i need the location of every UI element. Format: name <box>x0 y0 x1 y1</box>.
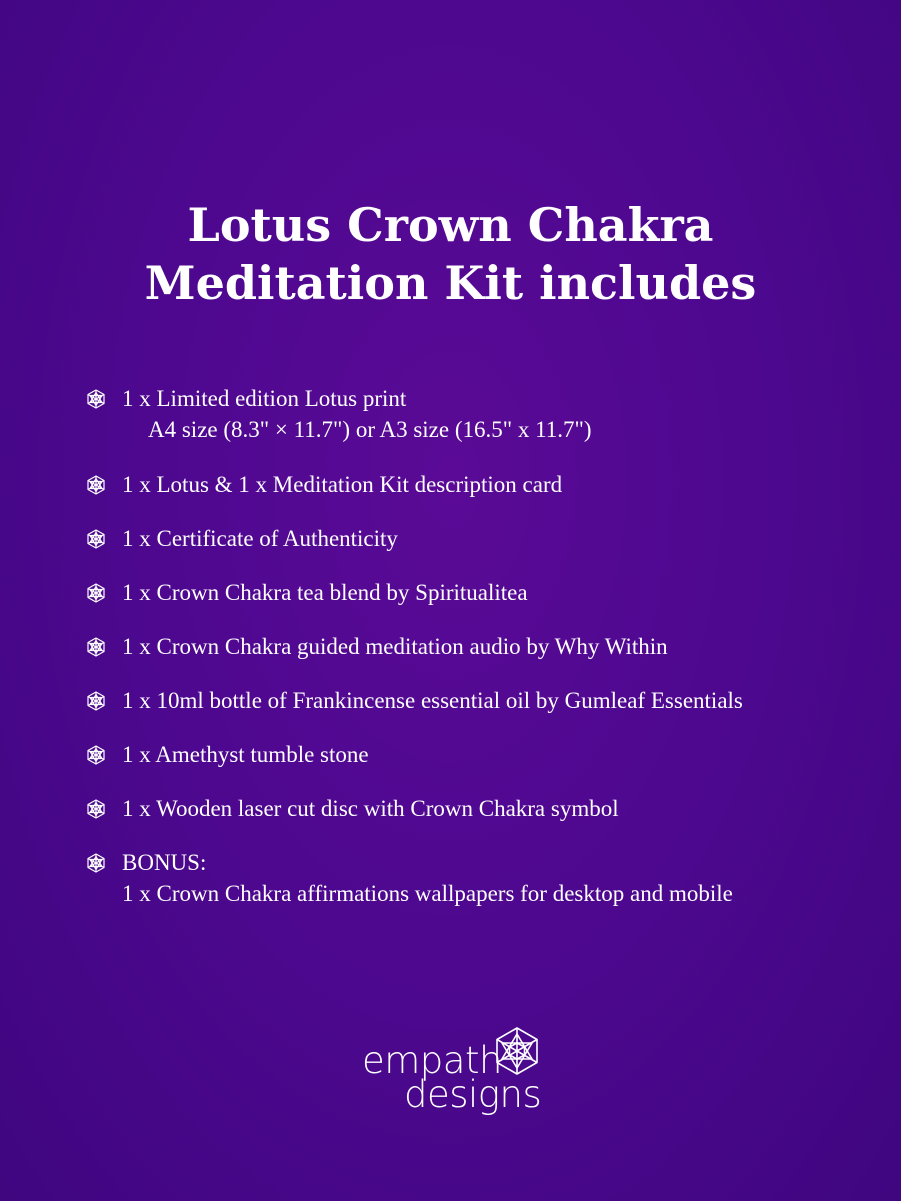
title-line-2: Meditation Kit includes <box>144 256 757 310</box>
metatron-bullet-icon <box>86 389 106 409</box>
list-item-text: 1 x Limited edition Lotus print <box>122 386 407 411</box>
list-item-text: 1 x Crown Chakra guided meditation audio by Why Within <box>122 634 668 659</box>
metatron-bullet-icon <box>86 799 106 819</box>
metatron-bullet-icon <box>86 529 106 549</box>
logo-word-empath: empath <box>362 1039 502 1082</box>
list-item-text: 1 x Crown Chakra tea blend by Spiritualitea <box>122 580 528 605</box>
title-line-1: Lotus Crown Chakra <box>187 198 714 252</box>
metatron-bullet-icon <box>86 853 106 873</box>
list-item-subtext: A4 size (8.3" × 11.7") or A3 size (16.5" x 11.7") <box>148 417 592 442</box>
list-item-text: 1 x Certificate of Authenticity <box>122 526 398 551</box>
logo-word-designs: designs <box>404 1073 542 1116</box>
bonus-item-text: 1 x Crown Chakra affirmations wallpapers for desktop and mobile <box>122 881 733 906</box>
list-item-text: 1 x Lotus & 1 x Meditation Kit description card <box>122 472 563 497</box>
metatron-bullet-icon <box>86 637 106 657</box>
metatron-bullet-icon <box>86 475 106 495</box>
list-item-text: 1 x Wooden laser cut disc with Crown Chakra symbol <box>122 796 619 821</box>
metatron-bullet-icon <box>86 691 106 711</box>
metatron-cube-icon <box>494 1026 540 1076</box>
bonus-label: BONUS: <box>122 850 207 875</box>
metatron-bullet-icon <box>86 583 106 603</box>
list-item-text: 1 x 10ml bottle of Frankincense essential oil by Gumleaf Essentials <box>122 688 743 713</box>
metatron-bullet-icon <box>86 745 106 765</box>
list-item-text: 1 x Amethyst tumble stone <box>122 742 369 767</box>
page-title <box>0 196 901 312</box>
empath-designs-logo <box>360 1024 545 1124</box>
